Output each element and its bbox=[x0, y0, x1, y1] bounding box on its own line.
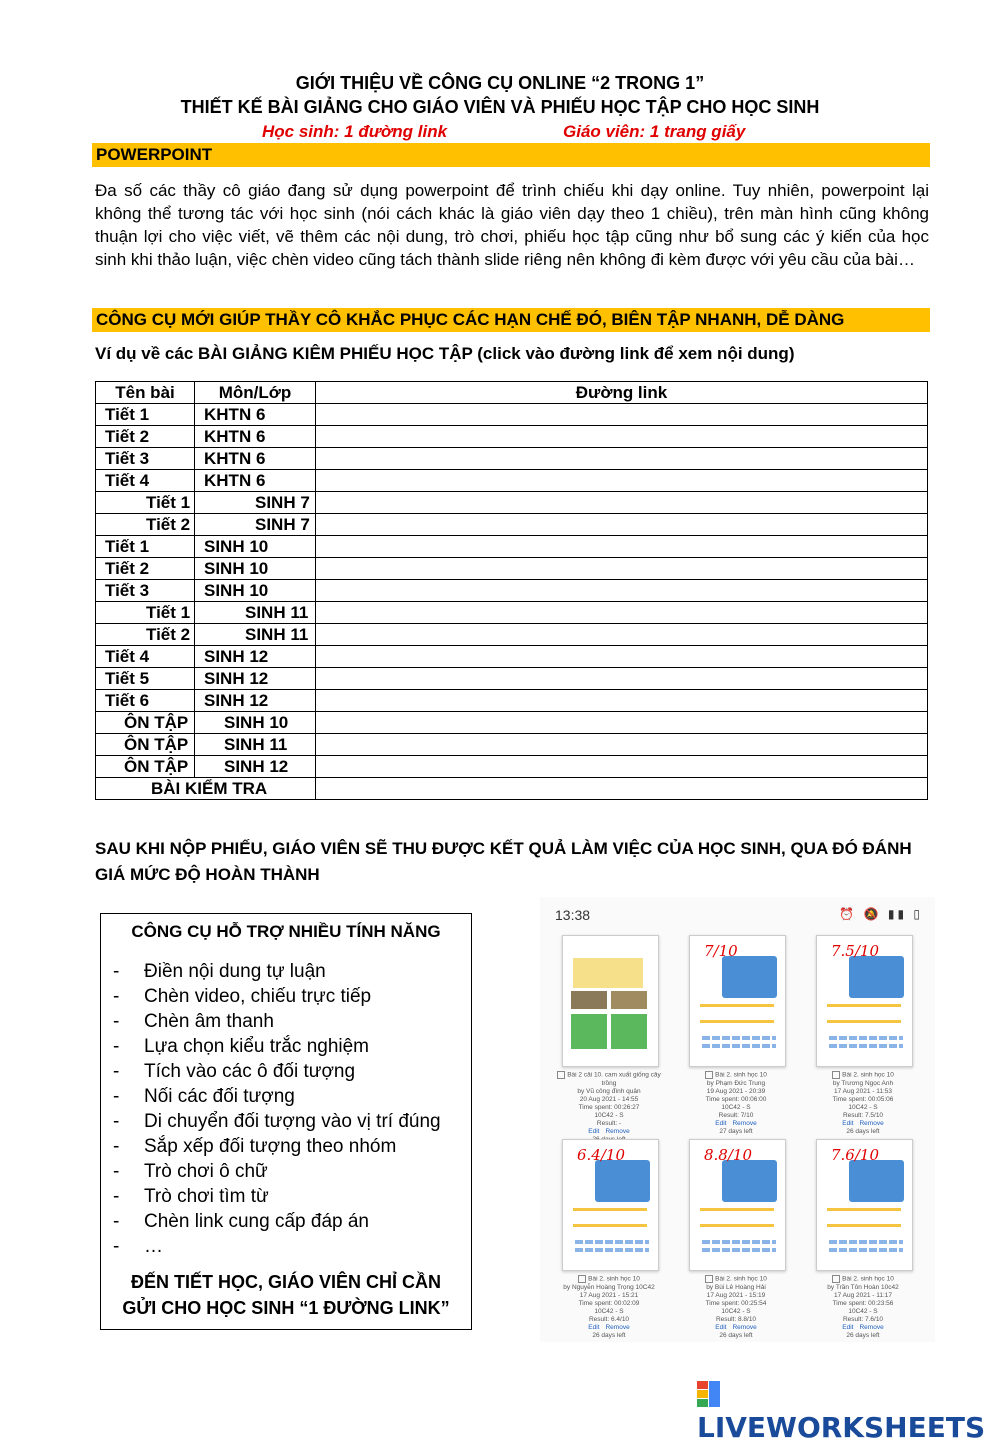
header-lesson: Tên bài bbox=[96, 382, 195, 404]
link-cell[interactable] bbox=[316, 602, 928, 624]
lesson-cell: BÀI KIỂM TRA bbox=[96, 778, 316, 800]
lesson-cell: Tiết 3 bbox=[96, 448, 195, 470]
bullet-dash: - bbox=[113, 1161, 120, 1182]
link-cell[interactable] bbox=[316, 558, 928, 580]
phone-status-icons: ⏰ 🔕 ▮▮ ▯ bbox=[839, 907, 923, 921]
table-row bbox=[96, 602, 928, 624]
lesson-cell: Tiết 3 bbox=[96, 580, 195, 602]
select-checkbox[interactable] bbox=[578, 1275, 586, 1283]
link-cell[interactable] bbox=[316, 580, 928, 602]
feature-label: Lựa chọn kiểu trắc nghiệm bbox=[144, 1036, 370, 1057]
link-cell[interactable] bbox=[316, 734, 928, 756]
lesson-cell: Tiết 5 bbox=[96, 668, 195, 690]
features-heading: CÔNG CỤ HỖ TRỢ NHIỀU TÍNH NĂNG bbox=[131, 922, 441, 941]
after-submit-note: SAU KHI NỘP PHIẾU, GIÁO VIÊN SẼ THU ĐƯỢC KẾT QUẢ LÀM VIỆC CỦA HỌC SINH, QUA ĐÓ ĐÁNH GIÁ MỨC ĐỘ HOÀN THÀNH bbox=[95, 839, 912, 884]
link-cell[interactable] bbox=[316, 624, 928, 646]
page-title-line2: THIẾT KẾ BÀI GIẢNG CHO GIÁO VIÊN VÀ PHIẾU HỌC TẬP CHO HỌC SINH bbox=[180, 97, 820, 117]
edit-link[interactable]: Edit bbox=[715, 1119, 727, 1127]
caption-line: 17 Aug 2021 - 11:53 bbox=[833, 1087, 893, 1095]
lesson-cell: Tiết 2 bbox=[96, 426, 195, 448]
caption-line: 10C42 - S bbox=[594, 1307, 624, 1315]
caption-line: Time spent: 00:25:54 bbox=[705, 1299, 767, 1307]
phone-time: 13:38 bbox=[555, 907, 591, 923]
table-row bbox=[96, 580, 928, 602]
feature-item bbox=[113, 1159, 441, 1184]
caption-line: 10C42 - S bbox=[594, 1111, 624, 1119]
logo-text: LIVEWORKSHEETS bbox=[697, 1411, 986, 1444]
subject-cell: KHTN 6 bbox=[195, 404, 316, 426]
table-row bbox=[96, 778, 928, 800]
remove-link[interactable]: Remove bbox=[732, 1323, 757, 1331]
feature-label: Sắp xếp đối tượng theo nhóm bbox=[144, 1136, 397, 1157]
link-cell[interactable] bbox=[316, 690, 928, 712]
lesson-cell: ÔN TẬP bbox=[96, 756, 195, 778]
lesson-cell: ÔN TẬP bbox=[96, 712, 195, 734]
submission-caption bbox=[681, 1071, 791, 1136]
header-link: Đường link bbox=[316, 382, 928, 404]
feature-label: … bbox=[144, 1236, 163, 1257]
subject-cell: SINH 11 bbox=[195, 624, 316, 646]
edit-link[interactable]: Edit bbox=[588, 1323, 600, 1331]
subject-cell: SINH 7 bbox=[195, 514, 316, 536]
caption-line: Result: 6.4/10 bbox=[588, 1315, 630, 1323]
feature-item bbox=[113, 1134, 441, 1159]
caption-line: 20 Aug 2021 - 14:55 bbox=[579, 1095, 639, 1103]
worksheet-thumbnail[interactable] bbox=[689, 935, 786, 1067]
caption-line: 10C42 - S bbox=[721, 1103, 751, 1111]
bullet-dash: - bbox=[113, 1236, 120, 1257]
bullet-dash: - bbox=[113, 1186, 120, 1207]
caption-line: 26 days left bbox=[719, 1331, 753, 1339]
feature-label: Di chuyển đối tượng vào vị trí đúng bbox=[144, 1111, 441, 1132]
select-checkbox[interactable] bbox=[705, 1275, 713, 1283]
caption-line: Result: 7.5/10 bbox=[842, 1111, 884, 1119]
link-cell[interactable] bbox=[316, 514, 928, 536]
table-row bbox=[96, 470, 928, 492]
select-checkbox[interactable] bbox=[832, 1275, 840, 1283]
worksheet-thumbnail[interactable] bbox=[816, 935, 913, 1067]
link-cell[interactable] bbox=[316, 470, 928, 492]
feature-item bbox=[113, 1034, 441, 1059]
edit-link[interactable]: Edit bbox=[715, 1323, 727, 1331]
remove-link[interactable]: Remove bbox=[859, 1323, 884, 1331]
header-subject: Môn/Lớp bbox=[195, 382, 316, 404]
select-checkbox[interactable] bbox=[557, 1071, 565, 1079]
feature-label: Chèn video, chiếu trực tiếp bbox=[144, 986, 372, 1007]
bullet-dash: - bbox=[113, 1036, 120, 1057]
logo-icon bbox=[697, 1381, 723, 1407]
caption-line: 26 days left bbox=[846, 1331, 880, 1339]
lesson-cell: Tiết 2 bbox=[96, 558, 195, 580]
lesson-cell: ÔN TẬP bbox=[96, 734, 195, 756]
subject-cell: SINH 7 bbox=[195, 492, 316, 514]
bullet-dash: - bbox=[113, 1136, 120, 1157]
caption-line: by Vũ công đình quân bbox=[577, 1087, 641, 1095]
subject-cell: SINH 10 bbox=[195, 558, 316, 580]
table-row bbox=[96, 756, 928, 778]
caption-line: 10C42 - S bbox=[721, 1307, 751, 1315]
caption-line: by Nguyễn Hoàng Trọng 10C42 bbox=[563, 1283, 655, 1291]
handwritten-score: 6.4/10 bbox=[577, 1146, 625, 1164]
edit-link[interactable]: Edit bbox=[588, 1127, 600, 1135]
features-footer-line2: GỬI CHO HỌC SINH “1 ĐƯỜNG LINK” bbox=[122, 1298, 450, 1318]
page-title-line1: GIỚI THIỆU VỀ CÔNG CỤ ONLINE “2 TRONG 1” bbox=[295, 73, 705, 93]
feature-label: Trò chơi tìm từ bbox=[144, 1186, 269, 1207]
caption-line: 17 Aug 2021 - 11:17 bbox=[833, 1291, 893, 1299]
feature-label: Trò chơi ô chữ bbox=[144, 1161, 268, 1182]
powerpoint-paragraph: Đa số các thầy cô giáo đang sử dụng powerpoint để trình chiếu khi dạy online. Tuy nhiên, powerpoint lại không thể tương tác với học sinh (nói cách khác là giáo viên dạy theo 1 chiều), trên màn hình cũng không thuận lợi cho việc viết, vẽ thêm các nội dung, trò chơi, phiếu học tập cũng như bổ sung các ý kiến của học sinh khi thảo luận, việc chèn video cũng tách thành slide riêng nên không đi kèm được với yêu cầu của bài… bbox=[95, 181, 929, 269]
subject-cell: SINH 12 bbox=[195, 756, 316, 778]
phone-screenshot bbox=[540, 897, 935, 1342]
table-row bbox=[96, 712, 928, 734]
feature-label: Nối các đối tượng bbox=[144, 1086, 295, 1107]
subject-cell: KHTN 6 bbox=[195, 448, 316, 470]
caption-line: Bài 2. sinh học 10 bbox=[715, 1275, 767, 1283]
feature-item bbox=[113, 1234, 441, 1259]
lesson-cell: Tiết 1 bbox=[96, 536, 195, 558]
table-row bbox=[96, 426, 928, 448]
handwritten-score: 7/10 bbox=[704, 942, 738, 960]
bullet-dash: - bbox=[113, 1086, 120, 1107]
table-header-row bbox=[96, 382, 928, 404]
link-cell[interactable] bbox=[316, 778, 928, 800]
bullet-dash: - bbox=[113, 1011, 120, 1032]
handwritten-score: 7.6/10 bbox=[831, 1146, 879, 1164]
powerpoint-heading: POWERPOINT bbox=[92, 143, 930, 167]
lesson-cell: Tiết 1 bbox=[96, 492, 195, 514]
subject-cell: KHTN 6 bbox=[195, 470, 316, 492]
subject-cell: SINH 11 bbox=[195, 602, 316, 624]
link-cell[interactable] bbox=[316, 712, 928, 734]
link-cell[interactable] bbox=[316, 536, 928, 558]
caption-line: 10C42 - S bbox=[848, 1307, 878, 1315]
submission-caption bbox=[554, 1275, 664, 1340]
subject-cell: SINH 12 bbox=[195, 646, 316, 668]
link-cell[interactable] bbox=[316, 426, 928, 448]
caption-line: Time spent: 00:23:56 bbox=[832, 1299, 894, 1307]
feature-item bbox=[113, 959, 441, 984]
feature-item bbox=[113, 1084, 441, 1109]
caption-line: Result: 8.8/10 bbox=[715, 1315, 757, 1323]
example-intro: Ví dụ về các BÀI GIẢNG KIÊM PHIẾU HỌC TẬP (click vào đường link để xem nội dung) bbox=[95, 344, 795, 363]
feature-item bbox=[113, 1184, 441, 1209]
students-subtitle: Học sinh: 1 đường link bbox=[262, 122, 448, 141]
worksheet-thumbnail[interactable] bbox=[562, 935, 659, 1067]
teachers-subtitle: Giáo viên: 1 trang giấy bbox=[563, 122, 746, 141]
link-cell[interactable] bbox=[316, 646, 928, 668]
caption-line: by Bùi Lê Hoàng Hải bbox=[706, 1283, 766, 1291]
caption-line: Bài 2. sinh học 10 bbox=[842, 1275, 894, 1283]
feature-item bbox=[113, 984, 441, 1009]
caption-line: 26 days left bbox=[592, 1331, 626, 1339]
lesson-cell: Tiết 4 bbox=[96, 646, 195, 668]
submission-caption bbox=[554, 1071, 664, 1144]
subject-cell: SINH 10 bbox=[195, 536, 316, 558]
table-row bbox=[96, 734, 928, 756]
caption-line: 17 Aug 2021 - 15:19 bbox=[706, 1291, 766, 1299]
handwritten-score: 8.8/10 bbox=[704, 1146, 752, 1164]
edit-link[interactable]: Edit bbox=[842, 1323, 854, 1331]
subject-cell: SINH 11 bbox=[195, 734, 316, 756]
features-footer-line1: ĐẾN TIẾT HỌC, GIÁO VIÊN CHỈ CẦN bbox=[130, 1272, 442, 1292]
new-tool-heading: CÔNG CỤ MỚI GIÚP THẦY CÔ KHẮC PHỤC CÁC HẠN CHẾ ĐÓ, BIÊN TẬP NHANH, DỄ DÀNG bbox=[92, 308, 930, 332]
caption-line: 17 Aug 2021 - 15:21 bbox=[579, 1291, 639, 1299]
features-box bbox=[100, 913, 472, 1330]
caption-line: Result: - bbox=[596, 1119, 622, 1127]
features-list bbox=[113, 959, 441, 1259]
caption-line: Time spent: 00:02:09 bbox=[578, 1299, 640, 1307]
select-checkbox[interactable] bbox=[832, 1071, 840, 1079]
liveworksheets-logo bbox=[697, 1378, 1000, 1444]
caption-line: by Phạm Đức Trung bbox=[706, 1079, 766, 1087]
lesson-cell: Tiết 2 bbox=[96, 514, 195, 536]
lesson-cell: Tiết 4 bbox=[96, 470, 195, 492]
caption-line: Bài 2. sinh học 10 bbox=[842, 1071, 894, 1079]
worksheet-thumbnail[interactable] bbox=[689, 1139, 786, 1271]
caption-line: Bài 2 câi 10. cam xuất giống cây trồng bbox=[567, 1071, 661, 1087]
feature-item bbox=[113, 1109, 441, 1134]
lessons-table bbox=[95, 381, 928, 800]
edit-link[interactable]: Edit bbox=[842, 1119, 854, 1127]
caption-line: 19 Aug 2021 - 20:39 bbox=[706, 1087, 766, 1095]
link-cell[interactable] bbox=[316, 448, 928, 470]
subject-cell: SINH 12 bbox=[195, 668, 316, 690]
caption-line: Bài 2. sinh học 10 bbox=[715, 1071, 767, 1079]
caption-line: Time spent: 00:05:06 bbox=[832, 1095, 894, 1103]
lesson-cell: Tiết 1 bbox=[96, 602, 195, 624]
feature-item bbox=[113, 1209, 441, 1234]
feature-item bbox=[113, 1009, 441, 1034]
feature-label: Điền nội dung tự luận bbox=[144, 961, 326, 982]
caption-line: 10C42 - S bbox=[848, 1103, 878, 1111]
worksheet-thumbnail[interactable] bbox=[562, 1139, 659, 1271]
subject-cell: SINH 10 bbox=[195, 712, 316, 734]
table-row bbox=[96, 492, 928, 514]
caption-line: Time spent: 00:06:00 bbox=[705, 1095, 767, 1103]
lesson-cell: Tiết 6 bbox=[96, 690, 195, 712]
subject-cell: SINH 12 bbox=[195, 690, 316, 712]
subject-cell: KHTN 6 bbox=[195, 426, 316, 448]
caption-line: by Trương Ngọc Anh bbox=[832, 1079, 894, 1087]
caption-line: Time spent: 00:26:27 bbox=[578, 1103, 640, 1111]
feature-label: Chèn link cung cấp đáp án bbox=[144, 1211, 369, 1232]
caption-line: Bài 2. sinh học 10 bbox=[588, 1275, 640, 1283]
table-row bbox=[96, 514, 928, 536]
features-footer bbox=[101, 1269, 471, 1321]
bullet-dash: - bbox=[113, 1111, 120, 1132]
table-row bbox=[96, 668, 928, 690]
link-cell[interactable] bbox=[316, 756, 928, 778]
caption-line: 26 days left bbox=[846, 1127, 880, 1135]
remove-link[interactable]: Remove bbox=[605, 1323, 630, 1331]
worksheet-thumbnail[interactable] bbox=[816, 1139, 913, 1271]
feature-label: Chèn âm thanh bbox=[144, 1011, 274, 1032]
submission-caption bbox=[808, 1071, 918, 1136]
caption-line: by Trần Tôn Hoàn 10c42 bbox=[827, 1283, 899, 1291]
link-cell[interactable] bbox=[316, 404, 928, 426]
remove-link[interactable]: Remove bbox=[859, 1119, 884, 1127]
table-row bbox=[96, 558, 928, 580]
submission-caption bbox=[808, 1275, 918, 1340]
lesson-cell: Tiết 2 bbox=[96, 624, 195, 646]
feature-label: Tích vào các ô đối tượng bbox=[144, 1061, 356, 1082]
bullet-dash: - bbox=[113, 1211, 120, 1232]
table-row bbox=[96, 624, 928, 646]
caption-line: Result: 7.6/10 bbox=[842, 1315, 884, 1323]
remove-link[interactable]: Remove bbox=[605, 1127, 630, 1135]
table-row bbox=[96, 690, 928, 712]
remove-link[interactable]: Remove bbox=[732, 1119, 757, 1127]
table-row bbox=[96, 404, 928, 426]
submission-caption bbox=[681, 1275, 791, 1340]
bullet-dash: - bbox=[113, 986, 120, 1007]
handwritten-score: 7.5/10 bbox=[831, 942, 879, 960]
caption-line: 27 days left bbox=[719, 1127, 753, 1135]
feature-item bbox=[113, 1059, 441, 1084]
table-row bbox=[96, 646, 928, 668]
link-cell[interactable] bbox=[316, 668, 928, 690]
select-checkbox[interactable] bbox=[705, 1071, 713, 1079]
lesson-cell: Tiết 1 bbox=[96, 404, 195, 426]
table-row bbox=[96, 448, 928, 470]
caption-line: Result: 7/10 bbox=[718, 1111, 754, 1119]
bullet-dash: - bbox=[113, 1061, 120, 1082]
link-cell[interactable] bbox=[316, 492, 928, 514]
subject-cell: SINH 10 bbox=[195, 580, 316, 602]
table-row bbox=[96, 536, 928, 558]
bullet-dash: - bbox=[113, 961, 120, 982]
